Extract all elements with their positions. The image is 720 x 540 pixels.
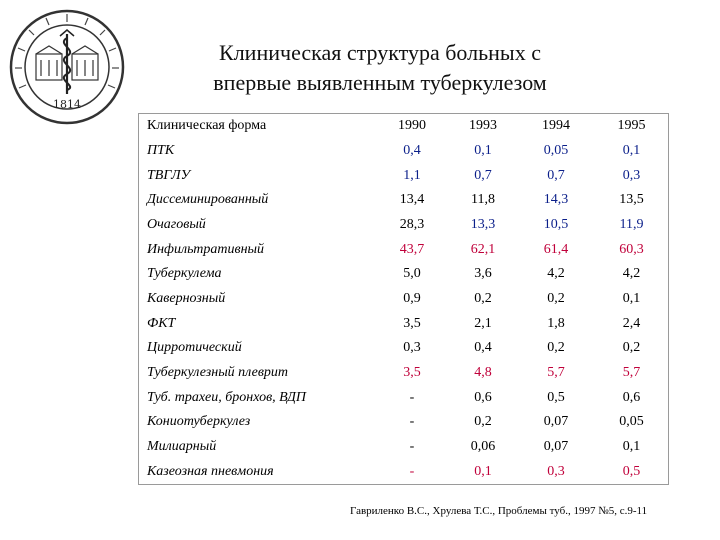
- row-value: -: [409, 414, 415, 430]
- row-value: 0,1: [622, 290, 641, 306]
- row-value: 11,9: [619, 216, 644, 232]
- citation: Гавриленко В.С., Хрулева Т.С., Проблемы туб., 1997 №5, с.9-11: [350, 505, 648, 517]
- row-value: 0,2: [547, 290, 565, 306]
- row-value: 11,8: [471, 192, 495, 208]
- row-form-name: Туберкулема: [147, 266, 222, 282]
- row-value: 0,5: [547, 389, 565, 405]
- table-row: [139, 336, 670, 361]
- row-value: 0,2: [547, 340, 565, 356]
- row-value: 3,5: [403, 315, 421, 331]
- table-row: [139, 459, 670, 484]
- row-form-name: Кавернозный: [147, 290, 226, 306]
- row-form-name: Милиарный: [147, 438, 217, 454]
- row-value: 13,4: [399, 192, 425, 208]
- row-value: 0,1: [622, 142, 641, 158]
- table-row: [139, 311, 670, 336]
- row-value: 0,7: [547, 167, 565, 183]
- table-row: [139, 410, 670, 435]
- row-form-name: ПТК: [147, 142, 175, 158]
- row-form-name: Очаговый: [147, 216, 206, 232]
- row-value: 0,6: [622, 389, 641, 405]
- row-value: 2,4: [622, 315, 641, 331]
- row-value: 0,7: [474, 167, 492, 183]
- table-row: [139, 435, 670, 460]
- row-value: 2,1: [474, 315, 492, 331]
- svg-text:1814: 1814: [53, 98, 81, 111]
- row-value: 0,3: [622, 167, 641, 183]
- header-year: 1990: [398, 118, 426, 134]
- header-form: Клиническая форма: [147, 118, 267, 134]
- title-line-1: Клиническая структура больных с: [219, 40, 541, 65]
- row-value: -: [409, 438, 415, 454]
- table-row: [139, 213, 670, 238]
- row-value: 28,3: [399, 216, 425, 232]
- clinical-forms-table: [138, 113, 669, 485]
- row-value: 0,2: [622, 340, 641, 356]
- header-year: 1993: [469, 118, 497, 134]
- row-value: 4,8: [474, 364, 492, 380]
- row-value: 43,7: [399, 241, 425, 257]
- row-value: 0,2: [474, 290, 492, 306]
- row-value: 0,05: [619, 414, 644, 430]
- table-row: [139, 385, 670, 410]
- row-value: 0,07: [543, 438, 569, 454]
- row-value: 0,3: [403, 340, 421, 356]
- row-value: 4,2: [547, 266, 565, 282]
- row-value: 0,5: [622, 463, 641, 479]
- row-value: 0,2: [474, 414, 492, 430]
- row-form-name: ФКТ: [147, 315, 176, 331]
- row-value: 5,0: [403, 266, 421, 282]
- row-value: 0,3: [547, 463, 565, 479]
- table-row: [139, 361, 670, 386]
- row-form-name: Туберкулезный плеврит: [147, 364, 289, 380]
- row-value: 0,1: [474, 463, 492, 479]
- row-value: 0,6: [474, 389, 492, 405]
- header-year: 1995: [617, 118, 646, 134]
- row-value: 1,8: [547, 315, 565, 331]
- row-value: 1,1: [403, 167, 421, 183]
- row-value: 0,07: [543, 414, 569, 430]
- row-value: 0,1: [474, 142, 492, 158]
- row-value: 0,05: [543, 142, 569, 158]
- row-value: 61,4: [543, 241, 569, 257]
- row-value: 14,3: [543, 192, 569, 208]
- row-value: 3,6: [474, 266, 492, 282]
- row-value: 0,4: [474, 340, 492, 356]
- row-value: 60,3: [619, 241, 644, 257]
- row-form-name: Цирротический: [147, 340, 242, 356]
- row-value: -: [409, 389, 415, 405]
- header-year: 1994: [542, 118, 570, 134]
- row-value: 0,9: [403, 290, 421, 306]
- row-form-name: Кониотуберкулез: [147, 414, 251, 430]
- row-value: -: [409, 463, 415, 479]
- row-form-name: ТВГЛУ: [147, 167, 191, 183]
- table-row: [139, 163, 670, 188]
- row-form-name: Туб. трахеи, бронхов, ВДП: [147, 389, 306, 405]
- row-value: 0,4: [403, 142, 421, 158]
- row-form-name: Казеозная пневмония: [147, 463, 274, 479]
- table-row: [139, 262, 670, 287]
- row-value: 10,5: [543, 216, 569, 232]
- row-form-name: Диссеминированный: [147, 192, 269, 208]
- row-value: 3,5: [403, 364, 421, 380]
- row-value: 62,1: [470, 241, 496, 257]
- row-value: 5,7: [547, 364, 565, 380]
- table-row: [139, 287, 670, 312]
- table-row: [139, 237, 670, 262]
- row-value: 5,7: [622, 364, 641, 380]
- row-form-name: Инфильтративный: [147, 241, 265, 257]
- table-row: [139, 139, 670, 164]
- row-value: 4,2: [622, 266, 641, 282]
- row-value: 13,5: [619, 192, 644, 208]
- table-row: [139, 188, 670, 213]
- slide-title: [140, 38, 620, 98]
- university-seal-logo: [8, 8, 126, 126]
- title-line-2: впервые выявленным туберкулезом: [213, 70, 547, 95]
- table-header-row: [139, 114, 670, 139]
- row-value: 0,06: [470, 438, 496, 454]
- row-value: 13,3: [470, 216, 496, 232]
- row-value: 0,1: [622, 438, 641, 454]
